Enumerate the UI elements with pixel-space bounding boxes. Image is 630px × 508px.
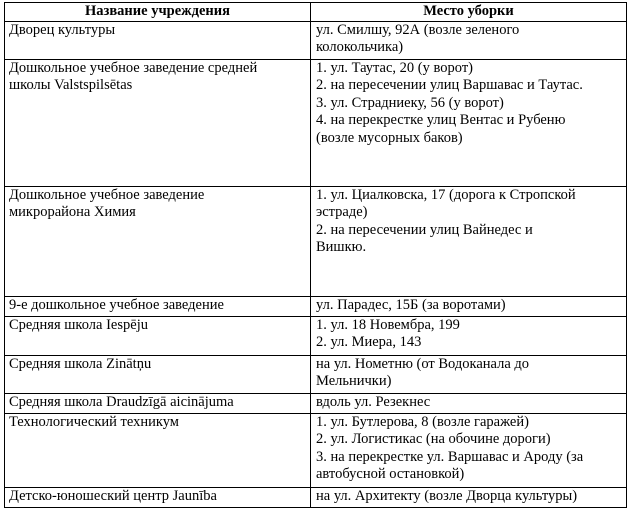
table-row	[5, 487, 627, 507]
header-cleanup-place: Место уборки	[311, 3, 627, 22]
table-row	[5, 186, 627, 296]
cell-line: колокольчика)	[316, 39, 404, 55]
cleanup-place-cell	[311, 316, 627, 355]
cell-line: на ул. Нометню (от Водоканала до	[316, 355, 530, 372]
institution-name-cell	[5, 186, 311, 296]
table-row	[5, 355, 627, 393]
cell-line: 1. ул. 18 Новембра, 199	[316, 316, 460, 333]
cleanup-place-cell	[311, 487, 627, 507]
cell-line: 2. на пересечении улиц Варшавас и Таутас.	[316, 77, 583, 93]
institution-name-cell	[5, 316, 311, 355]
cell-line: автобусной остановкой)	[316, 466, 465, 482]
cell-line: 2. на пересечении улиц Вайнедес и	[316, 221, 533, 238]
cell-line: 3. ул. Страдниеку, 56 (у ворот)	[316, 94, 504, 111]
cleanup-place-cell	[311, 21, 627, 59]
cell-line: Средняя школа Draudzīgā aicinājuma	[9, 393, 234, 410]
cleanup-place-cell	[311, 413, 627, 487]
table-row	[5, 413, 627, 487]
header-institution-name: Название учреждения	[5, 3, 311, 22]
header-row	[5, 3, 627, 22]
cell-line: ул. Парадес, 15Б (за воротами)	[316, 296, 506, 313]
cell-line: 2. ул. Логистикас (на обочине дороги)	[316, 431, 551, 447]
cell-line: микрорайона Химия	[9, 204, 136, 220]
cleanup-place-cell	[311, 59, 627, 186]
institution-name-cell	[5, 355, 311, 393]
cell-line: Средняя школа Iespēju	[9, 316, 148, 333]
institution-name-cell	[5, 296, 311, 316]
cell-line: Дошкольное учебное заведение средней	[9, 59, 258, 76]
cell-line: Технологический техникум	[9, 413, 179, 430]
cell-line: школы Valstspilsētas	[9, 77, 133, 93]
cell-line: 9-е дошкольное учебное заведение	[9, 296, 224, 313]
table-row	[5, 316, 627, 355]
cell-line: (возле мусорных баков)	[316, 129, 463, 146]
cell-line: 2. ул. Миера, 143	[316, 334, 422, 350]
cleanup-place-cell	[311, 186, 627, 296]
cleanup-place-cell	[311, 296, 627, 316]
cleanup-place-cell	[311, 393, 627, 413]
table-row	[5, 21, 627, 59]
cell-line: Дворец культуры	[9, 21, 116, 38]
cell-line: Мельнички)	[316, 373, 392, 389]
table-row	[5, 296, 627, 316]
cleanup-place-cell	[311, 355, 627, 393]
institution-name-cell	[5, 59, 311, 186]
cell-line: 4. на перекрестке улиц Вентас и Рубеню	[316, 112, 566, 128]
cell-line: 3. на перекрестке ул. Варшавас и Ароду (за	[316, 448, 584, 465]
cell-line: ул. Смилшу, 92А (возле зеленого	[316, 21, 520, 38]
cell-line: Средняя школа Zinātņu	[9, 355, 152, 372]
cell-line: на ул. Архитекту (возле Дворца культуры)	[316, 487, 578, 504]
cell-line: Вишкю.	[316, 239, 367, 255]
institution-name-cell	[5, 413, 311, 487]
cell-line: 1. ул. Бутлерова, 8 (возле гаражей)	[316, 413, 529, 430]
institution-name-cell	[5, 393, 311, 413]
institution-name-cell	[5, 487, 311, 507]
cell-line: 1. ул. Таутас, 20 (у ворот)	[316, 59, 473, 76]
table-row	[5, 59, 627, 186]
cell-line: эстраде)	[316, 204, 368, 220]
cell-line: Дошкольное учебное заведение	[9, 186, 205, 203]
institution-name-cell	[5, 21, 311, 59]
cell-line: 1. ул. Циалковска, 17 (дорога к Стропской	[316, 186, 576, 203]
cell-line: вдоль ул. Резекнес	[316, 393, 431, 410]
cleanup-locations-table	[4, 2, 627, 508]
cell-line: Детско-юношеский центр Jaunība	[9, 487, 217, 504]
table-row	[5, 393, 627, 413]
